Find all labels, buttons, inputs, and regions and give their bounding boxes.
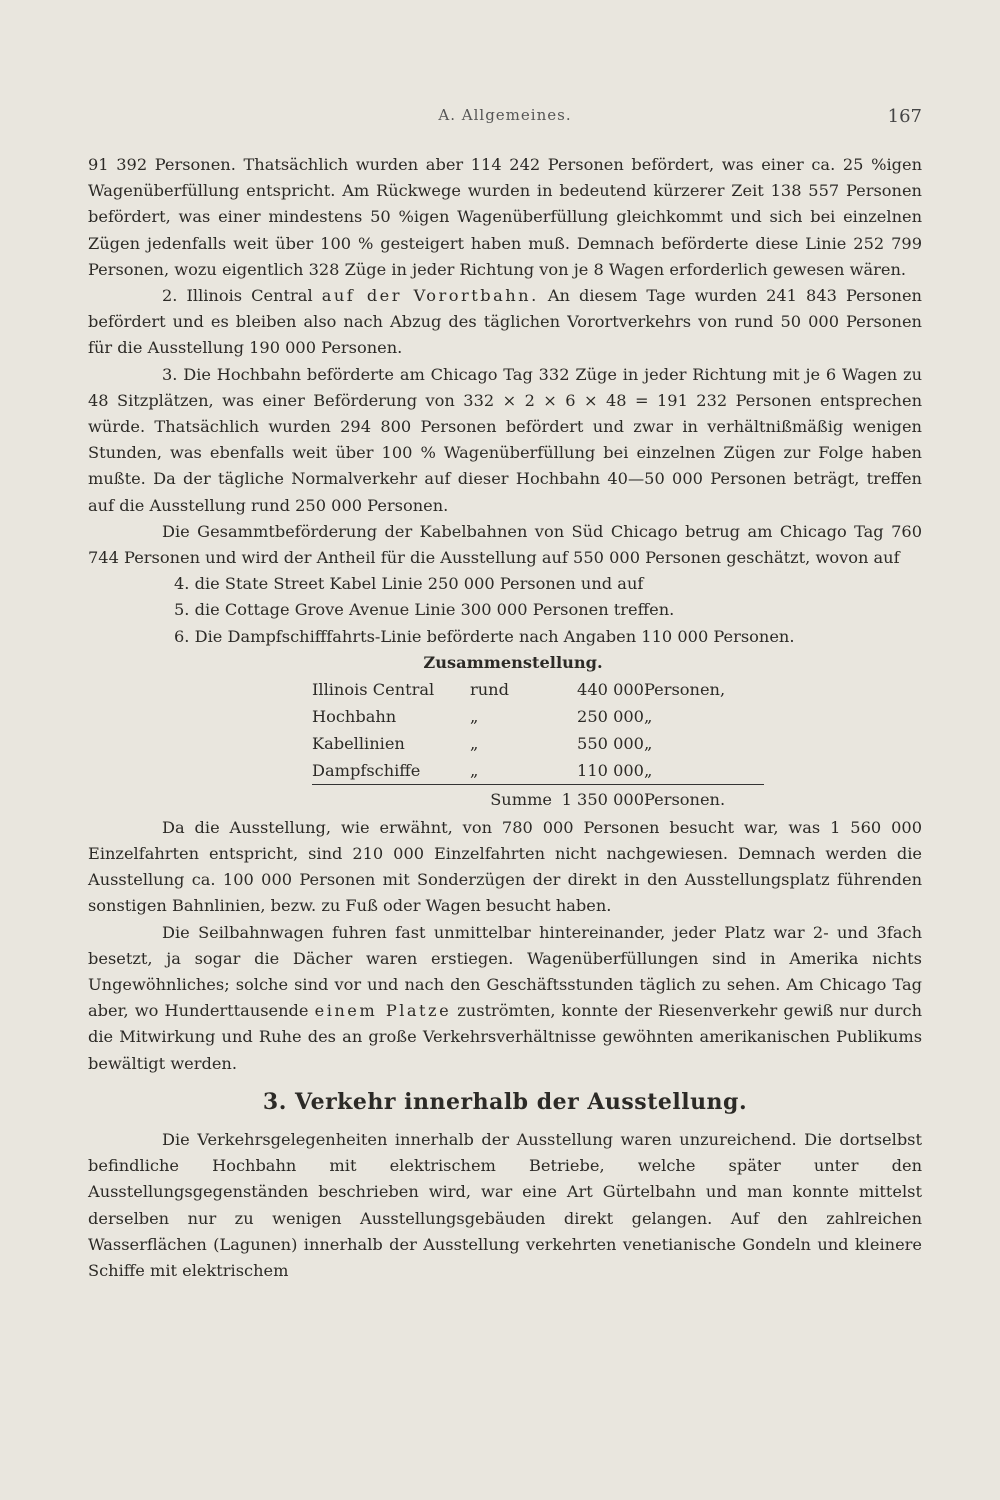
table-row bbox=[312, 757, 764, 785]
row-unit: „ bbox=[644, 760, 653, 780]
row-mark: „ bbox=[470, 733, 479, 753]
total-row bbox=[312, 784, 764, 815]
section-heading: 3. Verkehr innerhalb der Ausstellung. bbox=[262, 1088, 748, 1115]
table-row bbox=[312, 730, 764, 757]
paragraph-2 bbox=[88, 283, 922, 362]
paragraph-4: Die Gesammtbeförderung der Kabelbahnen von Süd Chicago betrug am Chicago Tag 760 744 Personen und wird der Antheil für die Ausstellung auf 550 000 Personen geschätzt, wovon auf bbox=[88, 521, 922, 568]
summary-title: Zusammenstellung. bbox=[423, 652, 603, 672]
row-value: 440 000 bbox=[577, 679, 644, 699]
row-mark: rund bbox=[470, 679, 509, 699]
paragraph-7: Da die Ausstellung, wie erwähnt, von 780 000 Personen besucht war, was 1 560 000 Einzelfahrten entspricht, sind 210 000 Einzelfahrten nicht nachgewiesen. Demnach werden die Ausstellung ca. 100 000 Personen mit Sonderzügen der direkt in den Ausstellungsplatz führenden sonstigen Bahnlinien, bezw. zu Fuß oder Wagen besucht haben. bbox=[88, 817, 922, 916]
paragraph-2-spaced: auf der Vorortbahn. bbox=[321, 286, 539, 306]
table-row bbox=[312, 703, 764, 730]
paragraph-2-rest: An diesem Tage wurden 241 843 Personen befördert und es bleiben also nach Abzug des täglichen Vorortverkehrs von rund 50 000 Personen für die Ausstellung 190 000 Personen. bbox=[88, 286, 922, 358]
row-value: 110 000 bbox=[577, 760, 644, 780]
paragraph-8-spaced: einem Platze bbox=[314, 1001, 452, 1021]
list-item-5: 5. die Cottage Grove Avenue Linie 300 000 Personen treffen. bbox=[174, 600, 675, 620]
paragraph-3: 3. Die Hochbahn beförderte am Chicago Tag 332 Züge in jeder Richtung mit je 6 Wagen zu 48 Sitzplätzen, was einer Beförderung von 332 × 2 × 6 × 48 = 191 232 Personen entsprechen würde. Thatsächlich wurden 294 800 Personen befördert und zwar in verhältnißmäßig wenigen Stunden, was ebenfalls weit über 100 % Wagenüberfüllung bei einzelnen Zügen zur Folge haben mußte. Da der tägliche Normalverkehr auf dieser Hochbahn 40—50 000 Personen beträgt, treffen auf die Ausstellung rund 250 000 Personen. bbox=[88, 364, 922, 515]
paragraph-9: Die Verkehrsgelegenheiten innerhalb der Ausstellung waren unzureichend. Die dortselbst befindliche Hochbahn mit elektrischem Betriebe, welche später unter den Ausstellungsgegenständen beschrieben wird, war eine Art Gürtelbahn und man konnte mittelst derselben nur zu wenigen Ausstellungsgebäuden direkt gelangen. Auf den zahlreichen Wasserflächen (Lagunen) innerhalb der Ausstellung verkehrten venetianische Gondeln und kleinere Schiffe mit elektrischem bbox=[88, 1129, 922, 1280]
page-body bbox=[88, 152, 922, 1284]
running-title: A. Allgemeines. bbox=[438, 106, 572, 124]
row-name: Kabellinien bbox=[312, 733, 405, 753]
row-unit: Personen, bbox=[644, 679, 726, 699]
table-row bbox=[312, 676, 764, 703]
page-number: 167 bbox=[887, 106, 922, 127]
row-unit: „ bbox=[644, 733, 653, 753]
row-mark: „ bbox=[470, 760, 479, 780]
paragraph-8-a: Die Seilbahnwagen fuhren fast unmittelbar hintereinander, jeder Platz war 2- und 3fach besetzt, ja sogar die Dächer waren erstiegen. Wagenüberfüllungen sind in Amerika nichts Ungewöhnliches; solche sind vor und nach den Geschäftsstunden täglich zu sehen. Am Chicago Tag aber, wo Hunderttausende bbox=[88, 922, 922, 1021]
row-unit: „ bbox=[644, 706, 653, 726]
paragraph-8 bbox=[88, 920, 922, 1077]
paragraph-8-b: zuströmten, konnte der Riesenverkehr gewiß nur durch die Mitwirkung und Ruhe des an große Verkehrsverhältnisse gewöhnten amerikanischen Publikums bewältigt werden. bbox=[88, 1001, 922, 1073]
paragraph-2-lead: 2. Illinois Central bbox=[162, 286, 322, 306]
total-unit: Personen. bbox=[644, 784, 764, 815]
total-value: 1 350 000 bbox=[552, 784, 644, 815]
list-item-6: 6. Die Dampfschifffahrts-Linie beförderte nach Angaben 110 000 Personen. bbox=[174, 626, 795, 646]
row-mark: „ bbox=[470, 706, 479, 726]
row-value: 550 000 bbox=[577, 733, 644, 753]
page-header bbox=[88, 106, 922, 134]
paragraph-1: 91 392 Personen. Thatsächlich wurden aber 114 242 Personen befördert, was einer ca. 25 %igen Wagenüberfüllung entspricht. Am Rückwege wurden in bedeutend kürzerer Zeit 138 557 Personen befördert, was einer mindestens 50 %igen Wagenüberfüllung gleichkommt und sich bei einzelnen Zügen jedenfalls weit über 100 % gesteigert haben muß. Demnach beförderte diese Linie 252 799 Personen, wozu eigentlich 328 Züge in jeder Richtung von je 8 Wagen erforderlich gewesen wären. bbox=[88, 155, 922, 279]
total-label: Summe bbox=[470, 784, 552, 815]
row-value: 250 000 bbox=[577, 706, 644, 726]
row-name: Hochbahn bbox=[312, 706, 397, 726]
list-item-4: 4. die State Street Kabel Linie 250 000 Personen und auf bbox=[174, 574, 644, 594]
row-name: Dampfschiffe bbox=[312, 760, 421, 780]
row-name: Illinois Central bbox=[312, 679, 435, 699]
summary-table bbox=[312, 676, 764, 815]
